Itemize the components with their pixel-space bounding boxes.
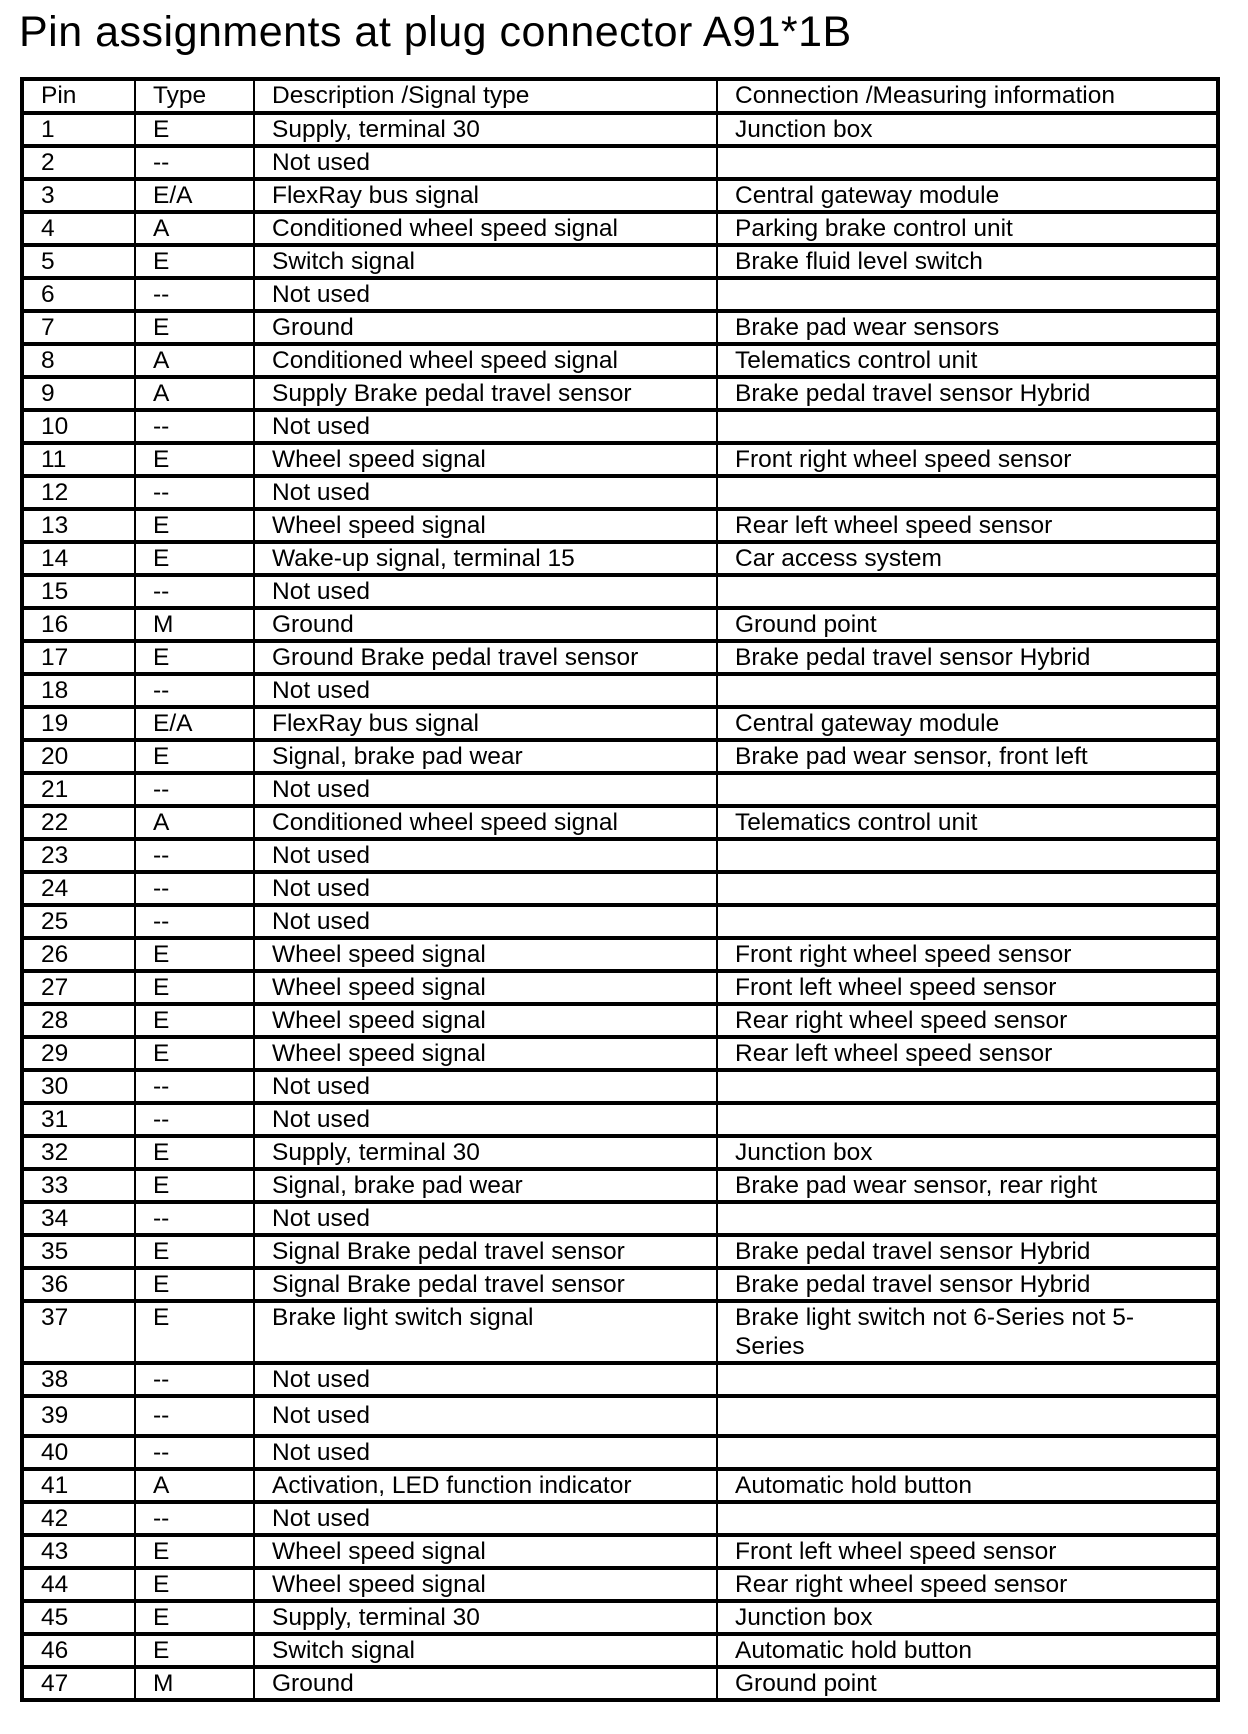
cell-pin: 32 <box>22 1136 135 1169</box>
table-row <box>22 1502 1218 1535</box>
cell-type: -- <box>135 905 254 938</box>
cell-type: -- <box>135 1202 254 1235</box>
cell-description: Signal Brake pedal travel sensor <box>254 1235 717 1268</box>
header-pin: Pin <box>22 79 135 113</box>
cell-type: -- <box>135 476 254 509</box>
cell-pin: 10 <box>22 410 135 443</box>
cell-type: -- <box>135 410 254 443</box>
cell-connection: Automatic hold button <box>717 1469 1218 1502</box>
table-row <box>22 1070 1218 1103</box>
cell-connection: Rear right wheel speed sensor <box>717 1568 1218 1601</box>
cell-pin: 5 <box>22 245 135 278</box>
pin-assignment-table <box>20 77 1220 1702</box>
cell-description: Brake light switch signal <box>254 1301 717 1363</box>
cell-pin: 39 <box>22 1396 135 1436</box>
cell-connection <box>717 575 1218 608</box>
cell-type: E <box>135 1037 254 1070</box>
cell-type: A <box>135 344 254 377</box>
cell-type: E <box>135 311 254 344</box>
cell-pin: 23 <box>22 839 135 872</box>
cell-type: E <box>135 1004 254 1037</box>
cell-type: E <box>135 113 254 146</box>
cell-pin: 19 <box>22 707 135 740</box>
cell-connection <box>717 476 1218 509</box>
table-row <box>22 575 1218 608</box>
table-row <box>22 773 1218 806</box>
cell-description: Not used <box>254 1202 717 1235</box>
cell-description: Conditioned wheel speed signal <box>254 212 717 245</box>
table-row <box>22 113 1218 146</box>
cell-description: Not used <box>254 773 717 806</box>
table-row <box>22 707 1218 740</box>
cell-connection: Central gateway module <box>717 707 1218 740</box>
cell-connection: Brake fluid level switch <box>717 245 1218 278</box>
cell-description: Not used <box>254 1103 717 1136</box>
cell-type: E <box>135 971 254 1004</box>
cell-description: Not used <box>254 476 717 509</box>
cell-connection <box>717 410 1218 443</box>
cell-description: FlexRay bus signal <box>254 179 717 212</box>
cell-pin: 34 <box>22 1202 135 1235</box>
header-description: Description /Signal type <box>254 79 717 113</box>
cell-type: M <box>135 1667 254 1700</box>
cell-pin: 9 <box>22 377 135 410</box>
cell-pin: 46 <box>22 1634 135 1667</box>
cell-pin: 38 <box>22 1363 135 1396</box>
cell-type: E <box>135 1268 254 1301</box>
cell-type: -- <box>135 1502 254 1535</box>
cell-pin: 37 <box>22 1301 135 1363</box>
cell-description: Wheel speed signal <box>254 1037 717 1070</box>
cell-connection <box>717 1363 1218 1396</box>
table-header-row <box>22 79 1218 113</box>
cell-connection: Front right wheel speed sensor <box>717 938 1218 971</box>
table-row <box>22 1469 1218 1502</box>
table-row <box>22 476 1218 509</box>
cell-pin: 2 <box>22 146 135 179</box>
cell-pin: 25 <box>22 905 135 938</box>
table-row <box>22 872 1218 905</box>
cell-pin: 41 <box>22 1469 135 1502</box>
cell-type: E <box>135 1169 254 1202</box>
cell-description: Conditioned wheel speed signal <box>254 806 717 839</box>
cell-connection: Car access system <box>717 542 1218 575</box>
cell-type: E <box>135 1568 254 1601</box>
cell-pin: 1 <box>22 113 135 146</box>
cell-connection: Telematics control unit <box>717 806 1218 839</box>
table-row <box>22 443 1218 476</box>
cell-description: Activation, LED function indicator <box>254 1469 717 1502</box>
cell-connection: Brake pedal travel sensor Hybrid <box>717 1268 1218 1301</box>
cell-connection: Front left wheel speed sensor <box>717 1535 1218 1568</box>
cell-connection: Brake pad wear sensor, rear right <box>717 1169 1218 1202</box>
cell-description: Wheel speed signal <box>254 1568 717 1601</box>
cell-type: A <box>135 212 254 245</box>
cell-type: -- <box>135 278 254 311</box>
cell-pin: 12 <box>22 476 135 509</box>
cell-type: E <box>135 443 254 476</box>
table-row <box>22 1634 1218 1667</box>
cell-type: A <box>135 1469 254 1502</box>
table-row <box>22 1136 1218 1169</box>
table-row <box>22 146 1218 179</box>
cell-connection: Brake pedal travel sensor Hybrid <box>717 641 1218 674</box>
cell-description: Ground <box>254 608 717 641</box>
cell-description: Wheel speed signal <box>254 443 717 476</box>
table-row <box>22 1363 1218 1396</box>
cell-description: Wheel speed signal <box>254 971 717 1004</box>
cell-description: Not used <box>254 1436 717 1469</box>
cell-type: -- <box>135 674 254 707</box>
page-title: Pin assignments at plug connector A91*1B <box>19 8 852 56</box>
cell-pin: 22 <box>22 806 135 839</box>
cell-connection: Junction box <box>717 113 1218 146</box>
cell-connection: Junction box <box>717 1136 1218 1169</box>
cell-type: E <box>135 1535 254 1568</box>
cell-type: -- <box>135 839 254 872</box>
cell-description: Not used <box>254 674 717 707</box>
cell-type: -- <box>135 1363 254 1396</box>
cell-connection <box>717 278 1218 311</box>
table-row <box>22 1037 1218 1070</box>
cell-description: Supply, terminal 30 <box>254 1136 717 1169</box>
table-row <box>22 674 1218 707</box>
cell-pin: 27 <box>22 971 135 1004</box>
cell-description: Not used <box>254 575 717 608</box>
table-row <box>22 608 1218 641</box>
cell-description: Wake-up signal, terminal 15 <box>254 542 717 575</box>
table-row <box>22 278 1218 311</box>
cell-type: E <box>135 1235 254 1268</box>
cell-description: Not used <box>254 872 717 905</box>
cell-pin: 13 <box>22 509 135 542</box>
cell-connection: Brake pad wear sensor, front left <box>717 740 1218 773</box>
cell-description: FlexRay bus signal <box>254 707 717 740</box>
cell-type: -- <box>135 1070 254 1103</box>
cell-description: Ground Brake pedal travel sensor <box>254 641 717 674</box>
cell-pin: 21 <box>22 773 135 806</box>
table-row <box>22 740 1218 773</box>
table-row <box>22 377 1218 410</box>
table-row <box>22 1268 1218 1301</box>
cell-pin: 20 <box>22 740 135 773</box>
cell-connection: Parking brake control unit <box>717 212 1218 245</box>
cell-pin: 7 <box>22 311 135 344</box>
cell-type: E <box>135 245 254 278</box>
cell-description: Switch signal <box>254 245 717 278</box>
cell-type: E <box>135 1301 254 1363</box>
table-row <box>22 1436 1218 1469</box>
header-type: Type <box>135 79 254 113</box>
cell-pin: 3 <box>22 179 135 212</box>
table-row <box>22 245 1218 278</box>
table-row <box>22 641 1218 674</box>
cell-type: -- <box>135 773 254 806</box>
cell-description: Ground <box>254 311 717 344</box>
cell-type: A <box>135 377 254 410</box>
table-row <box>22 1301 1218 1363</box>
cell-description: Not used <box>254 905 717 938</box>
table-row <box>22 806 1218 839</box>
cell-connection <box>717 674 1218 707</box>
table-row <box>22 1601 1218 1634</box>
table-row <box>22 1535 1218 1568</box>
cell-connection: Brake pedal travel sensor Hybrid <box>717 1235 1218 1268</box>
cell-pin: 14 <box>22 542 135 575</box>
table-row <box>22 509 1218 542</box>
cell-connection: Brake pad wear sensors <box>717 311 1218 344</box>
cell-pin: 4 <box>22 212 135 245</box>
table-row <box>22 542 1218 575</box>
cell-description: Conditioned wheel speed signal <box>254 344 717 377</box>
cell-pin: 42 <box>22 1502 135 1535</box>
cell-type: E/A <box>135 179 254 212</box>
table-row <box>22 971 1218 1004</box>
cell-description: Not used <box>254 410 717 443</box>
table-row <box>22 1103 1218 1136</box>
table-row <box>22 1202 1218 1235</box>
cell-type: E <box>135 542 254 575</box>
cell-type: -- <box>135 1396 254 1436</box>
cell-description: Supply, terminal 30 <box>254 1601 717 1634</box>
cell-connection <box>717 1103 1218 1136</box>
table-body <box>22 113 1218 1700</box>
cell-connection: Ground point <box>717 608 1218 641</box>
table-row <box>22 344 1218 377</box>
header-connection: Connection /Measuring information <box>717 79 1218 113</box>
cell-description: Not used <box>254 146 717 179</box>
cell-description: Wheel speed signal <box>254 1535 717 1568</box>
table-row <box>22 410 1218 443</box>
cell-connection <box>717 839 1218 872</box>
table-row <box>22 905 1218 938</box>
cell-type: E <box>135 740 254 773</box>
cell-pin: 11 <box>22 443 135 476</box>
cell-description: Wheel speed signal <box>254 938 717 971</box>
cell-pin: 40 <box>22 1436 135 1469</box>
cell-pin: 17 <box>22 641 135 674</box>
cell-type: E <box>135 641 254 674</box>
cell-type: M <box>135 608 254 641</box>
cell-description: Not used <box>254 1396 717 1436</box>
cell-connection <box>717 1436 1218 1469</box>
cell-pin: 6 <box>22 278 135 311</box>
cell-connection <box>717 773 1218 806</box>
cell-pin: 8 <box>22 344 135 377</box>
cell-type: -- <box>135 872 254 905</box>
cell-connection <box>717 905 1218 938</box>
table-row <box>22 1568 1218 1601</box>
cell-type: -- <box>135 1436 254 1469</box>
table-row <box>22 311 1218 344</box>
cell-pin: 29 <box>22 1037 135 1070</box>
cell-type: A <box>135 806 254 839</box>
cell-connection <box>717 1070 1218 1103</box>
cell-connection <box>717 146 1218 179</box>
cell-description: Wheel speed signal <box>254 1004 717 1037</box>
cell-connection: Junction box <box>717 1601 1218 1634</box>
cell-connection <box>717 1502 1218 1535</box>
table-row <box>22 938 1218 971</box>
cell-pin: 36 <box>22 1268 135 1301</box>
table-row <box>22 1235 1218 1268</box>
cell-connection <box>717 872 1218 905</box>
table-row <box>22 1169 1218 1202</box>
table-row <box>22 1004 1218 1037</box>
cell-connection: Automatic hold button <box>717 1634 1218 1667</box>
cell-pin: 35 <box>22 1235 135 1268</box>
cell-description: Signal, brake pad wear <box>254 740 717 773</box>
cell-connection: Rear left wheel speed sensor <box>717 1037 1218 1070</box>
cell-connection: Front right wheel speed sensor <box>717 443 1218 476</box>
cell-pin: 26 <box>22 938 135 971</box>
table-row <box>22 1667 1218 1700</box>
cell-description: Not used <box>254 1070 717 1103</box>
cell-type: E <box>135 1601 254 1634</box>
cell-type: -- <box>135 1103 254 1136</box>
table-row <box>22 839 1218 872</box>
cell-pin: 18 <box>22 674 135 707</box>
cell-pin: 16 <box>22 608 135 641</box>
cell-pin: 44 <box>22 1568 135 1601</box>
cell-type: E <box>135 1634 254 1667</box>
cell-type: E/A <box>135 707 254 740</box>
cell-connection: Brake pedal travel sensor Hybrid <box>717 377 1218 410</box>
cell-pin: 47 <box>22 1667 135 1700</box>
cell-type: -- <box>135 575 254 608</box>
cell-connection: Rear left wheel speed sensor <box>717 509 1218 542</box>
cell-description: Supply Brake pedal travel sensor <box>254 377 717 410</box>
cell-connection: Ground point <box>717 1667 1218 1700</box>
cell-description: Not used <box>254 1502 717 1535</box>
cell-pin: 33 <box>22 1169 135 1202</box>
cell-connection <box>717 1202 1218 1235</box>
cell-description: Not used <box>254 278 717 311</box>
cell-description: Ground <box>254 1667 717 1700</box>
cell-type: E <box>135 1136 254 1169</box>
cell-description: Not used <box>254 839 717 872</box>
cell-description: Supply, terminal 30 <box>254 113 717 146</box>
cell-connection: Telematics control unit <box>717 344 1218 377</box>
cell-pin: 15 <box>22 575 135 608</box>
cell-pin: 24 <box>22 872 135 905</box>
cell-connection: Front left wheel speed sensor <box>717 971 1218 1004</box>
cell-pin: 28 <box>22 1004 135 1037</box>
cell-pin: 45 <box>22 1601 135 1634</box>
cell-type: E <box>135 509 254 542</box>
cell-description: Wheel speed signal <box>254 509 717 542</box>
cell-pin: 43 <box>22 1535 135 1568</box>
cell-description: Signal, brake pad wear <box>254 1169 717 1202</box>
table-row <box>22 212 1218 245</box>
cell-connection <box>717 1396 1218 1436</box>
cell-connection: Rear right wheel speed sensor <box>717 1004 1218 1037</box>
cell-pin: 31 <box>22 1103 135 1136</box>
cell-description: Not used <box>254 1363 717 1396</box>
cell-connection: Central gateway module <box>717 179 1218 212</box>
cell-description: Switch signal <box>254 1634 717 1667</box>
cell-type: E <box>135 938 254 971</box>
cell-type: -- <box>135 146 254 179</box>
cell-description: Signal Brake pedal travel sensor <box>254 1268 717 1301</box>
cell-pin: 30 <box>22 1070 135 1103</box>
table-row <box>22 1396 1218 1436</box>
table-row <box>22 179 1218 212</box>
cell-connection: Brake light switch not 6-Series not 5-Series <box>717 1301 1218 1363</box>
